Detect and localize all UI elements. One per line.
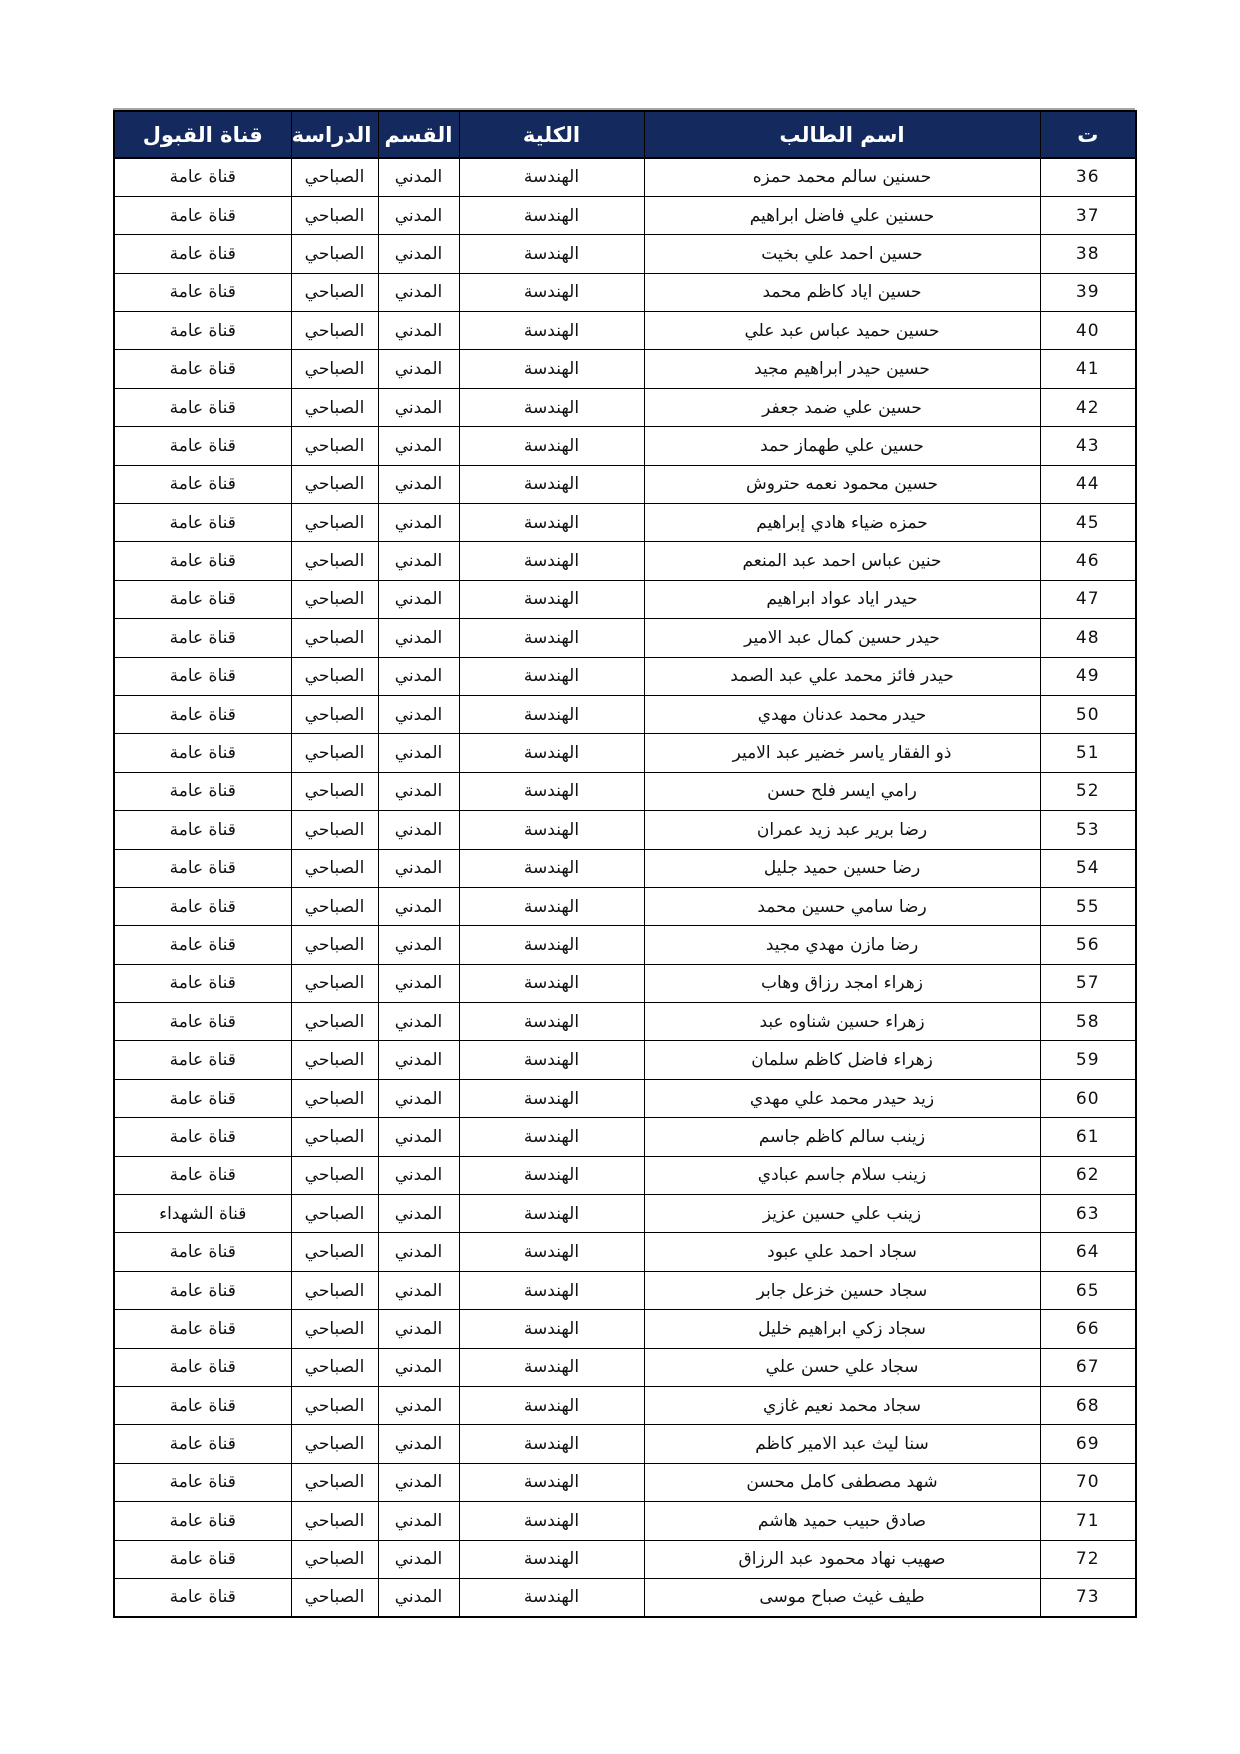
cell-dept: المدني (378, 1041, 459, 1079)
column-header-dept: القسم (378, 111, 459, 158)
table-row (114, 1578, 1136, 1616)
cell-channel: قناة عامة (114, 772, 291, 810)
cell-channel: قناة عامة (114, 1502, 291, 1540)
cell-channel: قناة عامة (114, 619, 291, 657)
cell-study: الصباحي (291, 465, 378, 503)
cell-dept: المدني (378, 235, 459, 273)
cell-study: الصباحي (291, 158, 378, 196)
cell-study: الصباحي (291, 580, 378, 618)
cell-channel: قناة عامة (114, 887, 291, 925)
cell-college: الهندسة (459, 1271, 644, 1309)
cell-college: الهندسة (459, 1003, 644, 1041)
cell-study: الصباحي (291, 1003, 378, 1041)
cell-study: الصباحي (291, 1233, 378, 1271)
table-row (114, 1003, 1136, 1041)
table-row (114, 542, 1136, 580)
cell-dept: المدني (378, 887, 459, 925)
cell-dept: المدني (378, 1540, 459, 1578)
column-header-num: ت (1040, 111, 1136, 158)
cell-college: الهندسة (459, 1578, 644, 1616)
cell-num: 41 (1040, 350, 1136, 388)
students-table-container (113, 108, 1135, 1618)
cell-num: 58 (1040, 1003, 1136, 1041)
cell-num: 69 (1040, 1425, 1136, 1463)
cell-name: ذو الفقار ياسر خضير عبد الامير (644, 734, 1040, 772)
cell-study: الصباحي (291, 1502, 378, 1540)
cell-study: الصباحي (291, 926, 378, 964)
cell-dept: المدني (378, 1195, 459, 1233)
cell-num: 66 (1040, 1310, 1136, 1348)
table-row (114, 1233, 1136, 1271)
cell-num: 57 (1040, 964, 1136, 1002)
cell-study: الصباحي (291, 1310, 378, 1348)
cell-num: 52 (1040, 772, 1136, 810)
cell-college: الهندسة (459, 196, 644, 234)
cell-name: حيدر فائز محمد علي عبد الصمد (644, 657, 1040, 695)
cell-study: الصباحي (291, 312, 378, 350)
cell-dept: المدني (378, 657, 459, 695)
cell-study: الصباحي (291, 1463, 378, 1501)
table-row (114, 926, 1136, 964)
cell-study: الصباحي (291, 695, 378, 733)
cell-study: الصباحي (291, 811, 378, 849)
cell-name: رضا سامي حسين محمد (644, 887, 1040, 925)
cell-college: الهندسة (459, 504, 644, 542)
cell-channel: قناة عامة (114, 964, 291, 1002)
cell-num: 63 (1040, 1195, 1136, 1233)
cell-name: سجاد زكي ابراهيم خليل (644, 1310, 1040, 1348)
cell-college: الهندسة (459, 811, 644, 849)
cell-study: الصباحي (291, 1156, 378, 1194)
cell-num: 43 (1040, 427, 1136, 465)
table-row (114, 350, 1136, 388)
cell-channel: قناة عامة (114, 388, 291, 426)
cell-college: الهندسة (459, 619, 644, 657)
table-row (114, 619, 1136, 657)
cell-dept: المدني (378, 1271, 459, 1309)
cell-name: زينب سالم كاظم جاسم (644, 1118, 1040, 1156)
table-row (114, 1463, 1136, 1501)
cell-name: حسين محمود نعمه حتروش (644, 465, 1040, 503)
cell-num: 53 (1040, 811, 1136, 849)
cell-channel: قناة عامة (114, 734, 291, 772)
table-row (114, 312, 1136, 350)
cell-channel: قناة الشهداء (114, 1195, 291, 1233)
cell-college: الهندسة (459, 734, 644, 772)
cell-num: 70 (1040, 1463, 1136, 1501)
cell-college: الهندسة (459, 1425, 644, 1463)
cell-name: رضا مازن مهدي مجيد (644, 926, 1040, 964)
cell-name: حسين علي طهماز حمد (644, 427, 1040, 465)
cell-num: 48 (1040, 619, 1136, 657)
cell-college: الهندسة (459, 657, 644, 695)
cell-college: الهندسة (459, 926, 644, 964)
cell-channel: قناة عامة (114, 1578, 291, 1616)
cell-college: الهندسة (459, 235, 644, 273)
cell-study: الصباحي (291, 849, 378, 887)
cell-name: حسين حميد عباس عبد علي (644, 312, 1040, 350)
cell-study: الصباحي (291, 964, 378, 1002)
table-row (114, 196, 1136, 234)
cell-college: الهندسة (459, 465, 644, 503)
cell-study: الصباحي (291, 427, 378, 465)
cell-name: حنين عباس احمد عبد المنعم (644, 542, 1040, 580)
cell-channel: قناة عامة (114, 542, 291, 580)
cell-study: الصباحي (291, 657, 378, 695)
cell-college: الهندسة (459, 772, 644, 810)
table-row (114, 811, 1136, 849)
table-body (114, 158, 1136, 1617)
cell-dept: المدني (378, 1348, 459, 1386)
cell-name: زينب سلام جاسم عبادي (644, 1156, 1040, 1194)
cell-name: سجاد علي حسن علي (644, 1348, 1040, 1386)
cell-num: 56 (1040, 926, 1136, 964)
table-row (114, 1195, 1136, 1233)
column-header-study: الدراسة (291, 111, 378, 158)
cell-name: سجاد محمد نعيم غازي (644, 1387, 1040, 1425)
cell-channel: قناة عامة (114, 1041, 291, 1079)
cell-name: رضا حسين حميد جليل (644, 849, 1040, 887)
table-row (114, 1387, 1136, 1425)
cell-dept: المدني (378, 772, 459, 810)
cell-college: الهندسة (459, 542, 644, 580)
cell-channel: قناة عامة (114, 695, 291, 733)
cell-name: حسين اياد كاظم محمد (644, 273, 1040, 311)
header-row (114, 111, 1136, 158)
table-row (114, 1271, 1136, 1309)
cell-channel: قناة عامة (114, 1348, 291, 1386)
cell-name: حيدر حسين كمال عبد الامير (644, 619, 1040, 657)
table-row (114, 465, 1136, 503)
cell-channel: قناة عامة (114, 580, 291, 618)
cell-name: زيد حيدر محمد علي مهدي (644, 1079, 1040, 1117)
cell-num: 60 (1040, 1079, 1136, 1117)
column-header-name: اسم الطالب (644, 111, 1040, 158)
table-row (114, 695, 1136, 733)
cell-channel: قناة عامة (114, 196, 291, 234)
cell-num: 36 (1040, 158, 1136, 196)
cell-dept: المدني (378, 734, 459, 772)
cell-num: 55 (1040, 887, 1136, 925)
table-row (114, 772, 1136, 810)
cell-dept: المدني (378, 158, 459, 196)
cell-dept: المدني (378, 619, 459, 657)
cell-study: الصباحي (291, 734, 378, 772)
cell-dept: المدني (378, 964, 459, 1002)
cell-num: 65 (1040, 1271, 1136, 1309)
cell-study: الصباحي (291, 504, 378, 542)
cell-study: الصباحي (291, 1425, 378, 1463)
cell-num: 39 (1040, 273, 1136, 311)
cell-name: سنا ليث عبد الامير كاظم (644, 1425, 1040, 1463)
table-row (114, 887, 1136, 925)
cell-num: 68 (1040, 1387, 1136, 1425)
cell-study: الصباحي (291, 1118, 378, 1156)
cell-name: رامي ايسر فلح حسن (644, 772, 1040, 810)
cell-num: 54 (1040, 849, 1136, 887)
cell-study: الصباحي (291, 1578, 378, 1616)
cell-dept: المدني (378, 388, 459, 426)
cell-college: الهندسة (459, 1156, 644, 1194)
cell-num: 71 (1040, 1502, 1136, 1540)
table-row (114, 504, 1136, 542)
cell-dept: المدني (378, 350, 459, 388)
cell-num: 73 (1040, 1578, 1136, 1616)
cell-dept: المدني (378, 1502, 459, 1540)
table-row (114, 1348, 1136, 1386)
table-row (114, 158, 1136, 196)
cell-college: الهندسة (459, 158, 644, 196)
cell-study: الصباحي (291, 350, 378, 388)
cell-college: الهندسة (459, 1041, 644, 1079)
cell-dept: المدني (378, 1118, 459, 1156)
cell-college: الهندسة (459, 388, 644, 426)
cell-channel: قناة عامة (114, 1387, 291, 1425)
cell-dept: المدني (378, 811, 459, 849)
cell-name: سجاد احمد علي عبود (644, 1233, 1040, 1271)
cell-num: 72 (1040, 1540, 1136, 1578)
cell-dept: المدني (378, 849, 459, 887)
cell-dept: المدني (378, 926, 459, 964)
cell-channel: قناة عامة (114, 427, 291, 465)
cell-college: الهندسة (459, 964, 644, 1002)
cell-study: الصباحي (291, 273, 378, 311)
column-header-college: الكلية (459, 111, 644, 158)
table-row (114, 1310, 1136, 1348)
cell-dept: المدني (378, 1233, 459, 1271)
cell-college: الهندسة (459, 312, 644, 350)
cell-channel: قناة عامة (114, 350, 291, 388)
table-row (114, 734, 1136, 772)
cell-num: 62 (1040, 1156, 1136, 1194)
cell-college: الهندسة (459, 1348, 644, 1386)
cell-dept: المدني (378, 580, 459, 618)
cell-name: رضا برير عبد زيد عمران (644, 811, 1040, 849)
cell-study: الصباحي (291, 1195, 378, 1233)
cell-dept: المدني (378, 1079, 459, 1117)
cell-num: 61 (1040, 1118, 1136, 1156)
cell-num: 42 (1040, 388, 1136, 426)
cell-college: الهندسة (459, 1233, 644, 1271)
cell-study: الصباحي (291, 887, 378, 925)
cell-name: سجاد حسين خزعل جابر (644, 1271, 1040, 1309)
cell-channel: قناة عامة (114, 1003, 291, 1041)
cell-num: 44 (1040, 465, 1136, 503)
cell-channel: قناة عامة (114, 657, 291, 695)
cell-dept: المدني (378, 312, 459, 350)
cell-num: 59 (1040, 1041, 1136, 1079)
cell-channel: قناة عامة (114, 465, 291, 503)
cell-channel: قناة عامة (114, 158, 291, 196)
cell-num: 49 (1040, 657, 1136, 695)
table-row (114, 427, 1136, 465)
cell-name: زهراء حسين شناوه عبد (644, 1003, 1040, 1041)
cell-study: الصباحي (291, 1271, 378, 1309)
cell-name: حسين علي ضمد جعفر (644, 388, 1040, 426)
cell-dept: المدني (378, 1156, 459, 1194)
cell-num: 47 (1040, 580, 1136, 618)
cell-name: حمزه ضياء هادي إبراهيم (644, 504, 1040, 542)
cell-channel: قناة عامة (114, 811, 291, 849)
cell-study: الصباحي (291, 388, 378, 426)
cell-channel: قناة عامة (114, 235, 291, 273)
cell-channel: قناة عامة (114, 1463, 291, 1501)
students-admission-table (113, 110, 1137, 1618)
cell-dept: المدني (378, 695, 459, 733)
cell-name: حسين احمد علي بخيت (644, 235, 1040, 273)
table-row (114, 849, 1136, 887)
cell-num: 45 (1040, 504, 1136, 542)
table-row (114, 1156, 1136, 1194)
cell-name: حيدر اياد عواد ابراهيم (644, 580, 1040, 618)
cell-study: الصباحي (291, 235, 378, 273)
cell-study: الصباحي (291, 542, 378, 580)
cell-study: الصباحي (291, 1387, 378, 1425)
table-row (114, 1079, 1136, 1117)
cell-num: 46 (1040, 542, 1136, 580)
cell-dept: المدني (378, 504, 459, 542)
cell-name: صادق حبيب حميد هاشم (644, 1502, 1040, 1540)
cell-college: الهندسة (459, 1387, 644, 1425)
cell-channel: قناة عامة (114, 926, 291, 964)
cell-study: الصباحي (291, 1540, 378, 1578)
cell-dept: المدني (378, 1578, 459, 1616)
cell-name: طيف غيث صباح موسى (644, 1578, 1040, 1616)
cell-dept: المدني (378, 465, 459, 503)
cell-name: صهيب نهاد محمود عبد الرزاق (644, 1540, 1040, 1578)
cell-college: الهندسة (459, 273, 644, 311)
cell-college: الهندسة (459, 887, 644, 925)
cell-dept: المدني (378, 1463, 459, 1501)
table-row (114, 1118, 1136, 1156)
table-row (114, 1425, 1136, 1463)
cell-college: الهندسة (459, 1310, 644, 1348)
cell-num: 38 (1040, 235, 1136, 273)
table-row (114, 964, 1136, 1002)
cell-dept: المدني (378, 273, 459, 311)
cell-channel: قناة عامة (114, 1233, 291, 1271)
cell-study: الصباحي (291, 1041, 378, 1079)
cell-channel: قناة عامة (114, 504, 291, 542)
cell-num: 67 (1040, 1348, 1136, 1386)
cell-channel: قناة عامة (114, 849, 291, 887)
cell-num: 37 (1040, 196, 1136, 234)
cell-name: شهد مصطفى كامل محسن (644, 1463, 1040, 1501)
cell-study: الصباحي (291, 772, 378, 810)
cell-dept: المدني (378, 542, 459, 580)
cell-college: الهندسة (459, 1118, 644, 1156)
cell-college: الهندسة (459, 580, 644, 618)
cell-channel: قناة عامة (114, 312, 291, 350)
cell-dept: المدني (378, 427, 459, 465)
cell-college: الهندسة (459, 695, 644, 733)
cell-name: حسنين سالم محمد حمزه (644, 158, 1040, 196)
table-row (114, 1041, 1136, 1079)
cell-study: الصباحي (291, 619, 378, 657)
cell-channel: قناة عامة (114, 1271, 291, 1309)
cell-dept: المدني (378, 1003, 459, 1041)
cell-num: 64 (1040, 1233, 1136, 1271)
cell-name: حسنين علي فاضل ابراهيم (644, 196, 1040, 234)
cell-study: الصباحي (291, 1348, 378, 1386)
cell-college: الهندسة (459, 1502, 644, 1540)
table-row (114, 235, 1136, 273)
cell-name: حيدر محمد عدنان مهدي (644, 695, 1040, 733)
cell-name: زهراء امجد رزاق وهاب (644, 964, 1040, 1002)
column-header-channel: قناة القبول (114, 111, 291, 158)
cell-num: 51 (1040, 734, 1136, 772)
table-row (114, 388, 1136, 426)
cell-channel: قناة عامة (114, 1310, 291, 1348)
cell-channel: قناة عامة (114, 1156, 291, 1194)
cell-dept: المدني (378, 1387, 459, 1425)
table-row (114, 580, 1136, 618)
cell-name: زهراء فاضل كاظم سلمان (644, 1041, 1040, 1079)
cell-num: 50 (1040, 695, 1136, 733)
cell-college: الهندسة (459, 350, 644, 388)
cell-num: 40 (1040, 312, 1136, 350)
cell-channel: قناة عامة (114, 1425, 291, 1463)
cell-channel: قناة عامة (114, 273, 291, 311)
cell-college: الهندسة (459, 1079, 644, 1117)
table-row (114, 1502, 1136, 1540)
cell-study: الصباحي (291, 1079, 378, 1117)
cell-name: حسين حيدر ابراهيم مجيد (644, 350, 1040, 388)
cell-channel: قناة عامة (114, 1118, 291, 1156)
cell-channel: قناة عامة (114, 1079, 291, 1117)
cell-dept: المدني (378, 1425, 459, 1463)
cell-college: الهندسة (459, 427, 644, 465)
cell-name: زينب علي حسين عزيز (644, 1195, 1040, 1233)
cell-college: الهندسة (459, 849, 644, 887)
cell-channel: قناة عامة (114, 1540, 291, 1578)
table-row (114, 1540, 1136, 1578)
cell-dept: المدني (378, 196, 459, 234)
cell-dept: المدني (378, 1310, 459, 1348)
table-row (114, 657, 1136, 695)
table-row (114, 273, 1136, 311)
cell-college: الهندسة (459, 1195, 644, 1233)
cell-college: الهندسة (459, 1463, 644, 1501)
cell-study: الصباحي (291, 196, 378, 234)
cell-college: الهندسة (459, 1540, 644, 1578)
